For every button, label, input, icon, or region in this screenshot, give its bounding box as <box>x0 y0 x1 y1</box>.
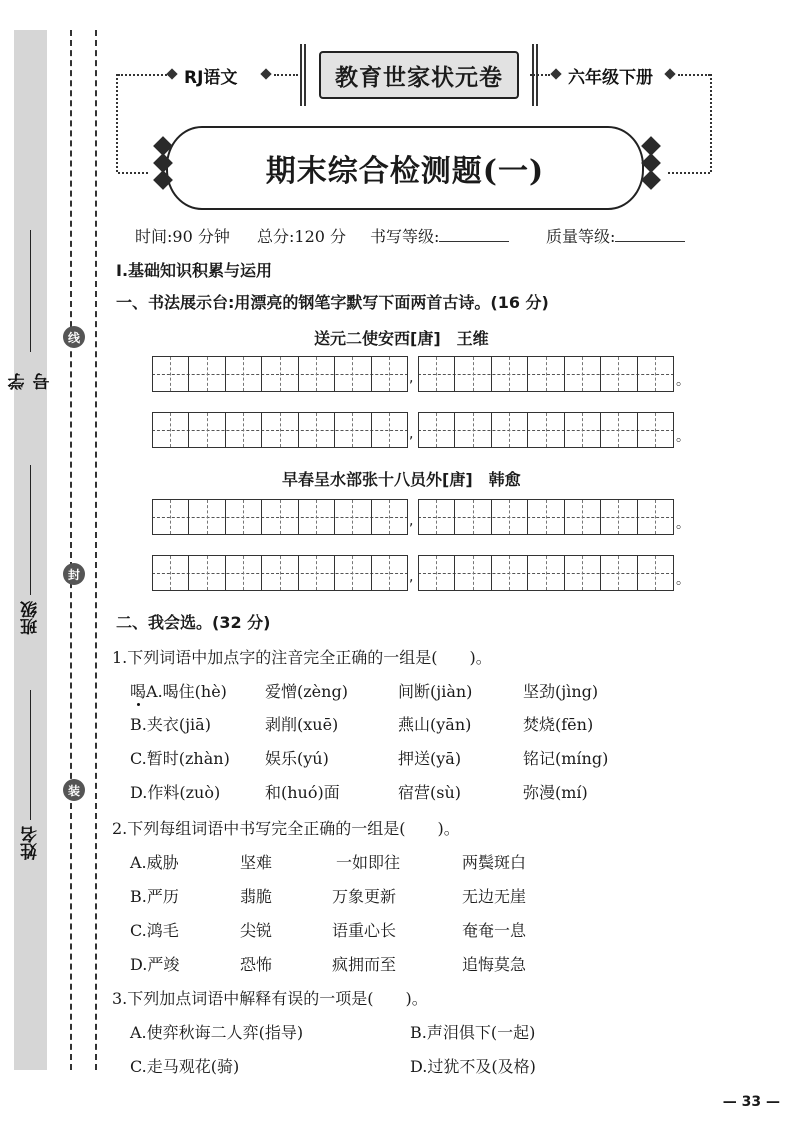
grid-cell-midline <box>170 500 171 534</box>
option-text[interactable]: D.过犹不及(及格) <box>410 1057 536 1076</box>
grid-cell-divider <box>564 556 565 590</box>
grid-cell-divider <box>298 556 299 590</box>
grid-cell-midline <box>546 556 547 590</box>
q2-2-stem: 2.下列每组词语中书写完全正确的一组是( )。 <box>112 819 460 838</box>
header-dotline-left-v <box>116 74 118 172</box>
grid-cell-divider <box>600 357 601 391</box>
grid-cell-midline <box>389 556 390 590</box>
grid-cell-midline <box>389 413 390 447</box>
grid-cell-midline <box>243 357 244 391</box>
diamond-icon <box>166 68 177 79</box>
page-number: — 33 — <box>722 1094 780 1110</box>
grid-cell-midline <box>316 357 317 391</box>
student-id-field[interactable] <box>8 230 54 390</box>
page-title: 期末综合检测题(一) <box>265 154 545 189</box>
part-one-heading: Ⅰ.基础知识积累与运用 <box>116 261 273 280</box>
grid-cell-divider <box>371 556 372 590</box>
grid-cell-midline <box>352 556 353 590</box>
grid-cell-divider <box>298 357 299 391</box>
grid-cell-midline <box>655 413 656 447</box>
option-text: 坚劲(jìng) <box>523 682 599 701</box>
header-dotline-left-bottom <box>118 172 148 174</box>
option-text[interactable]: B.声泪俱下(一起) <box>410 1023 536 1042</box>
option-text: 坚难 <box>240 853 273 872</box>
option-text: 奄奄一息 <box>462 921 527 940</box>
grid-cell-divider <box>564 357 565 391</box>
series-banner <box>300 44 538 106</box>
option-text[interactable]: A.威胁 <box>130 853 179 872</box>
option-text[interactable]: D.作料(zuò) <box>130 783 221 802</box>
grid-cell-midline <box>509 413 510 447</box>
option-text[interactable]: 喝A.喝住(hè) <box>130 682 227 701</box>
grid-cell-midline <box>473 357 474 391</box>
exam-time: 时间:90 分钟 <box>135 227 230 246</box>
grid-cell-divider <box>225 556 226 590</box>
option-text[interactable]: A.使弈秋诲二人弈(指导) <box>130 1023 304 1042</box>
q2-title: 二、我会选。(32 分) <box>116 613 271 632</box>
grid-cell-midline <box>473 500 474 534</box>
grid-cell-midline <box>618 357 619 391</box>
grid-cell-divider <box>261 500 262 534</box>
header-dotline-left <box>118 74 170 76</box>
grid-cell-midline <box>473 413 474 447</box>
grid-cell-midline <box>207 357 208 391</box>
grid-cell-divider <box>188 556 189 590</box>
grid-cell-midline <box>618 413 619 447</box>
grid-cell-divider <box>152 357 153 391</box>
option-text: 无边无崖 <box>462 887 527 906</box>
grid-cell-divider <box>454 357 455 391</box>
grid-cell-divider <box>334 500 335 534</box>
grid-cell-divider <box>371 500 372 534</box>
writing-grid-row[interactable] <box>152 356 690 392</box>
option-text: 疯拥而至 <box>332 955 397 974</box>
option-text[interactable]: B.严历 <box>130 887 179 906</box>
grid-cell-divider <box>527 556 528 590</box>
grid-cell-divider <box>600 500 601 534</box>
diamond-icon <box>550 68 561 79</box>
writing-grid-row[interactable] <box>152 499 690 535</box>
grid-cell-divider <box>225 357 226 391</box>
grid-cell-divider <box>637 556 638 590</box>
grid-cell-divider <box>454 556 455 590</box>
grid-cell-midline <box>207 500 208 534</box>
option-text[interactable]: B.夹衣(jiā) <box>130 715 211 734</box>
option-text: 焚烧(fēn) <box>523 715 594 734</box>
grid-cell-divider <box>188 413 189 447</box>
quality-grade-field[interactable] <box>546 224 685 247</box>
grid-cell-divider <box>600 413 601 447</box>
grid-cell-divider <box>152 556 153 590</box>
class-label: 班级 <box>21 601 41 635</box>
grid-cell-divider <box>527 500 528 534</box>
grid-cell-divider <box>673 500 674 534</box>
grid-cell-midline <box>655 556 656 590</box>
grid-cell-divider <box>637 413 638 447</box>
writing-grid-row[interactable] <box>152 555 690 591</box>
grid-cell-divider <box>564 413 565 447</box>
grid-period: 。 <box>676 516 690 532</box>
option-text: 一如即往 <box>336 853 401 872</box>
grid-cell-divider <box>454 500 455 534</box>
option-text: 宿营(sù) <box>398 783 462 802</box>
grid-cell-divider <box>673 556 674 590</box>
grid-period: 。 <box>676 429 690 445</box>
option-text: 爱憎(zèng) <box>265 682 348 701</box>
grid-cell-divider <box>407 357 408 391</box>
grade-label: 六年级下册 <box>568 68 653 88</box>
option-text: 恐怖 <box>240 955 273 974</box>
grid-cell-midline <box>280 556 281 590</box>
grid-cell-midline <box>436 500 437 534</box>
grid-period: 。 <box>676 373 690 389</box>
option-text: 燕山(yān) <box>398 715 472 734</box>
grid-cell-divider <box>564 500 565 534</box>
grid-cell-divider <box>334 413 335 447</box>
grid-cell-divider <box>637 500 638 534</box>
option-text: 翡脆 <box>240 887 273 906</box>
title-frame <box>166 126 644 210</box>
grid-cell-divider <box>418 413 419 447</box>
grid-cell-divider <box>334 556 335 590</box>
grid-comma: , <box>409 370 414 386</box>
grid-cell-divider <box>261 413 262 447</box>
option-text[interactable]: C.鸿毛 <box>130 921 179 940</box>
header-dotline <box>530 74 550 76</box>
grid-cell-midline <box>170 413 171 447</box>
grid-cell-divider <box>673 413 674 447</box>
grid-cell-midline <box>655 357 656 391</box>
grid-cell-midline <box>582 500 583 534</box>
name-field[interactable] <box>14 680 47 860</box>
q2-3-stem: 3.下列加点词语中解释有误的一项是( )。 <box>112 989 428 1008</box>
grid-cell-divider <box>491 357 492 391</box>
grid-cell-divider <box>261 357 262 391</box>
grid-cell-midline <box>170 556 171 590</box>
option-text[interactable]: D.严竣 <box>130 955 180 974</box>
grid-cell-midline <box>316 413 317 447</box>
grid-cell-divider <box>371 413 372 447</box>
writing-grid-row[interactable] <box>152 412 690 448</box>
grid-period: 。 <box>676 572 690 588</box>
q2-1-stem: 1.下列词语中加点字的注音完全正确的一组是( )。 <box>112 648 492 667</box>
grid-cell-divider <box>527 357 528 391</box>
grid-cell-midline <box>389 357 390 391</box>
seal-seal-mark: 封 <box>63 563 85 585</box>
header-dotline <box>274 74 298 76</box>
grid-comma: , <box>409 513 414 529</box>
grid-cell-midline <box>655 500 656 534</box>
grid-cell-midline <box>389 500 390 534</box>
option-text: 语重心长 <box>332 921 397 940</box>
grid-cell-midline <box>473 556 474 590</box>
exam-total-score: 总分:120 分 <box>257 227 347 246</box>
poem2-title: 早春呈水部张十八员外[唐] 韩愈 <box>282 470 521 489</box>
series-title: 教育世家状元卷 <box>319 51 519 99</box>
option-text: 弥漫(mí) <box>523 783 588 802</box>
grid-cell-divider <box>371 357 372 391</box>
grid-cell-midline <box>316 500 317 534</box>
subject-label: RJ语文 <box>184 68 238 88</box>
grid-cell-divider <box>225 500 226 534</box>
quality-grade-label: 质量等级: <box>546 227 616 246</box>
grid-cell-midline <box>243 413 244 447</box>
grid-cell-midline <box>509 500 510 534</box>
grid-cell-divider <box>261 556 262 590</box>
option-text: 两鬓斑白 <box>462 853 527 872</box>
diamond-icon <box>260 68 271 79</box>
grid-cell-midline <box>243 500 244 534</box>
grid-cell-divider <box>298 413 299 447</box>
grid-cell-midline <box>352 500 353 534</box>
header-dotline-right-bottom <box>668 172 710 174</box>
grid-cell-midline <box>352 357 353 391</box>
seal-bind-mark: 装 <box>63 779 85 801</box>
grid-cell-midline <box>509 556 510 590</box>
poem1-title: 送元二使安西[唐] 王维 <box>314 329 489 348</box>
option-text[interactable]: C.走马观花(骑) <box>130 1057 240 1076</box>
grid-cell-divider <box>673 357 674 391</box>
grid-cell-divider <box>600 556 601 590</box>
grid-cell-midline <box>582 357 583 391</box>
grid-cell-midline <box>546 413 547 447</box>
grid-cell-midline <box>280 413 281 447</box>
option-text: 尖锐 <box>240 921 273 940</box>
option-text: 间断(jiàn) <box>398 682 473 701</box>
grid-cell-divider <box>152 413 153 447</box>
grid-cell-midline <box>546 357 547 391</box>
grid-comma: , <box>409 569 414 585</box>
grid-cell-midline <box>207 556 208 590</box>
option-text: 追悔莫急 <box>462 955 527 974</box>
grid-cell-divider <box>491 556 492 590</box>
header-dotline-right <box>678 74 710 76</box>
grid-cell-divider <box>188 500 189 534</box>
option-text: 万象更新 <box>332 887 397 906</box>
grid-cell-midline <box>316 556 317 590</box>
grid-cell-midline <box>618 556 619 590</box>
grid-cell-divider <box>188 357 189 391</box>
grid-cell-midline <box>436 413 437 447</box>
grid-cell-divider <box>298 500 299 534</box>
grid-cell-midline <box>170 357 171 391</box>
diamond-icon <box>664 68 675 79</box>
grid-cell-midline <box>582 556 583 590</box>
grid-cell-midline <box>207 413 208 447</box>
option-text: 娱乐(yú) <box>265 749 329 768</box>
grid-cell-midline <box>436 357 437 391</box>
grid-cell-midline <box>243 556 244 590</box>
grid-cell-midline <box>280 357 281 391</box>
grid-cell-midline <box>280 500 281 534</box>
student-id-label: 学号 <box>8 373 54 390</box>
writing-grade-field[interactable] <box>370 224 509 247</box>
cut-line-left <box>70 30 72 1070</box>
grid-cell-midline <box>582 413 583 447</box>
diamond-icon <box>641 170 661 190</box>
option-text[interactable]: C.暂时(zhàn) <box>130 749 230 768</box>
q1-title: 一、书法展示台:用漂亮的钢笔字默写下面两首古诗。(16 分) <box>116 293 549 312</box>
writing-grade-label: 书写等级: <box>370 227 440 246</box>
class-field[interactable] <box>14 455 47 635</box>
grid-cell-divider <box>454 413 455 447</box>
grid-cell-divider <box>418 357 419 391</box>
option-text: 和(huó)面 <box>265 783 340 802</box>
grid-cell-midline <box>618 500 619 534</box>
grid-cell-divider <box>152 500 153 534</box>
grid-cell-divider <box>407 500 408 534</box>
grid-cell-divider <box>491 500 492 534</box>
grid-cell-divider <box>334 357 335 391</box>
cut-line-right <box>95 30 97 1070</box>
grid-cell-midline <box>436 556 437 590</box>
grid-cell-divider <box>407 556 408 590</box>
grid-cell-divider <box>418 500 419 534</box>
grid-cell-divider <box>407 413 408 447</box>
grid-cell-divider <box>225 413 226 447</box>
option-text: 铭记(míng) <box>523 749 609 768</box>
option-text: 剥削(xuē) <box>265 715 339 734</box>
grid-cell-divider <box>491 413 492 447</box>
grid-cell-midline <box>509 357 510 391</box>
grid-cell-divider <box>637 357 638 391</box>
grid-cell-divider <box>418 556 419 590</box>
seal-line-mark: 线 <box>63 326 85 348</box>
grid-cell-midline <box>546 500 547 534</box>
grid-comma: , <box>409 426 414 442</box>
header-dotline-right-v <box>710 74 712 172</box>
grid-cell-midline <box>352 413 353 447</box>
grid-cell-divider <box>527 413 528 447</box>
option-text: 押送(yā) <box>398 749 462 768</box>
name-label: 姓名 <box>21 826 41 860</box>
